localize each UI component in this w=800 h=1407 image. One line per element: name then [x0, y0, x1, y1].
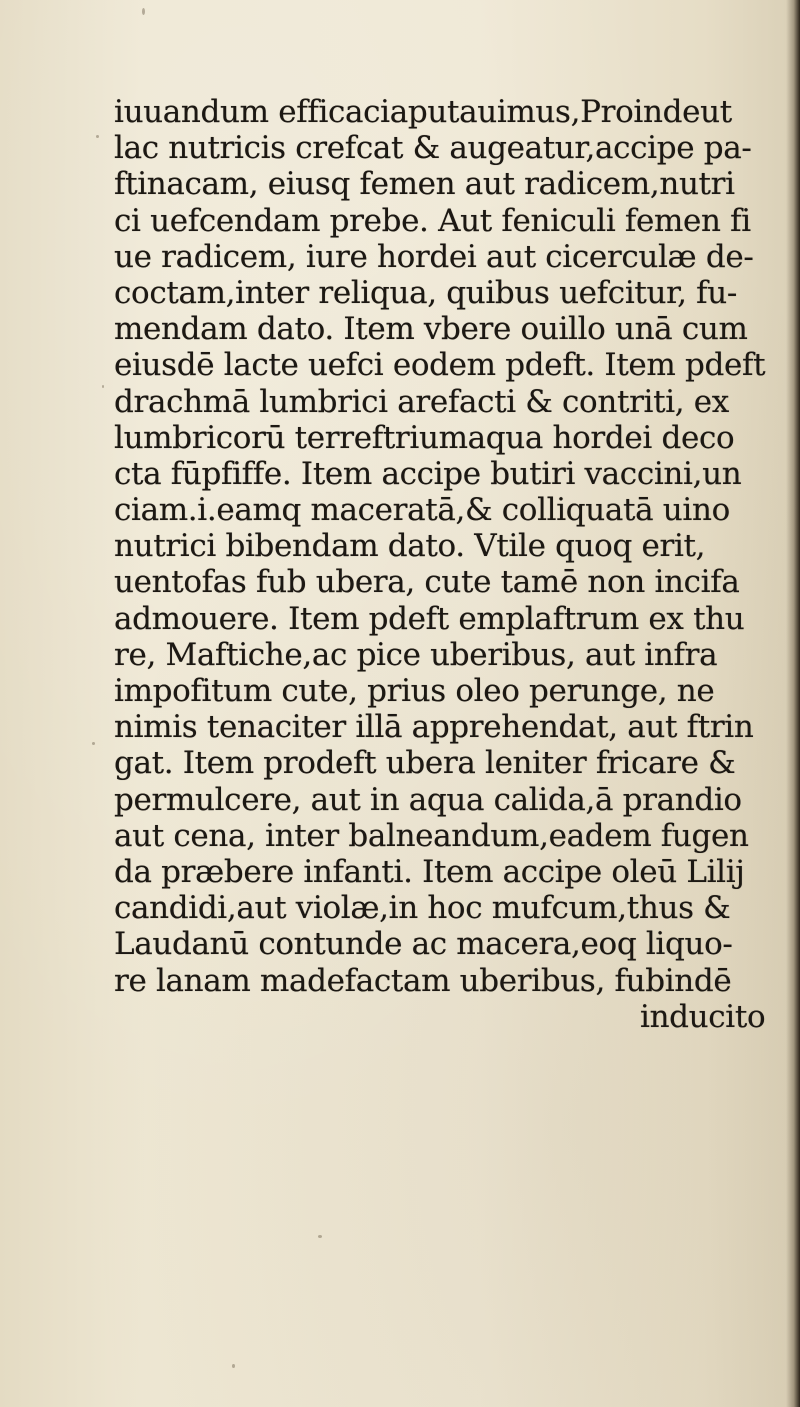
text-line-3: ftinacam, eiusq femen aut radicem,nutri [114, 166, 735, 203]
text-line-11: cta fūpfiffe. Item accipe butiri vaccini,un [114, 455, 742, 492]
text-line-13: nutrici bibendam dato. Vtile quoq erit, [114, 528, 706, 565]
paper-speck [318, 1235, 322, 1238]
text-line-23: candidi,aut violæ,in hoc mufcum,thus & [114, 890, 731, 927]
text-line-25: re lanam madefactam uberibus, fubindē [114, 962, 732, 999]
text-line-1: iuuandum efficaciaputauimus,Proindeut [114, 94, 732, 130]
text-line-10: lumbricorū terreftriumaqua hordei deco [114, 419, 735, 456]
text-line-22: da præbere infanti. Item accipe oleū Lilij [114, 853, 745, 890]
text-line-16: re, Maftiche,ac pice uberibus, aut infra [114, 636, 718, 673]
text-line-12: ciam.i.eamq maceratā,& colliquatā uino [114, 492, 730, 529]
paper-speck [96, 135, 99, 138]
paper-speck [92, 742, 95, 745]
latin-text-column [114, 94, 774, 1035]
paper-speck [232, 1364, 235, 1368]
text-line-17: impofitum cute, prius oleo perunge, ne [114, 673, 715, 709]
text-line-14: uentofas fub ubera, cute tamē non incifa [114, 564, 740, 601]
text-line-24: Laudanū contunde ac macera,eoq liquo- [114, 926, 733, 963]
text-line-15: admouere. Item pdeft emplaftrum ex thu [114, 600, 745, 637]
text-line-9: drachmā lumbrici arefacti & contriti, ex [114, 383, 729, 420]
text-line-5: ue radicem, iure hordei aut cicerculæ de- [114, 238, 754, 275]
paper-speck [142, 8, 145, 15]
catchword: inducito [640, 998, 766, 1035]
text-line-19: gat. Item prodeft ubera leniter fricare & [114, 745, 736, 782]
page-gutter-shadow [786, 0, 800, 1407]
text-line-2: lac nutricis crefcat & augeatur,accipe pa- [114, 130, 752, 167]
text-line-18: nimis tenaciter illā apprehendat, aut ftrin [114, 709, 754, 746]
text-line-6: coctam,inter reliqua, quibus uefcitur, fu- [114, 274, 738, 311]
paper-speck [102, 385, 104, 388]
text-line-20: permulcere, aut in aqua calida,ā prandio [114, 781, 742, 818]
text-line-21: aut cena, inter balneandum,eadem fugen [114, 817, 749, 854]
text-line-4: ci uefcendam prebe. Aut feniculi femen fi [114, 202, 751, 239]
text-line-8: eiusdē lacte uefci eodem pdeft. Item pdeft [114, 347, 766, 384]
text-line-7: mendam dato. Item vbere ouillo unā cum [114, 311, 748, 348]
